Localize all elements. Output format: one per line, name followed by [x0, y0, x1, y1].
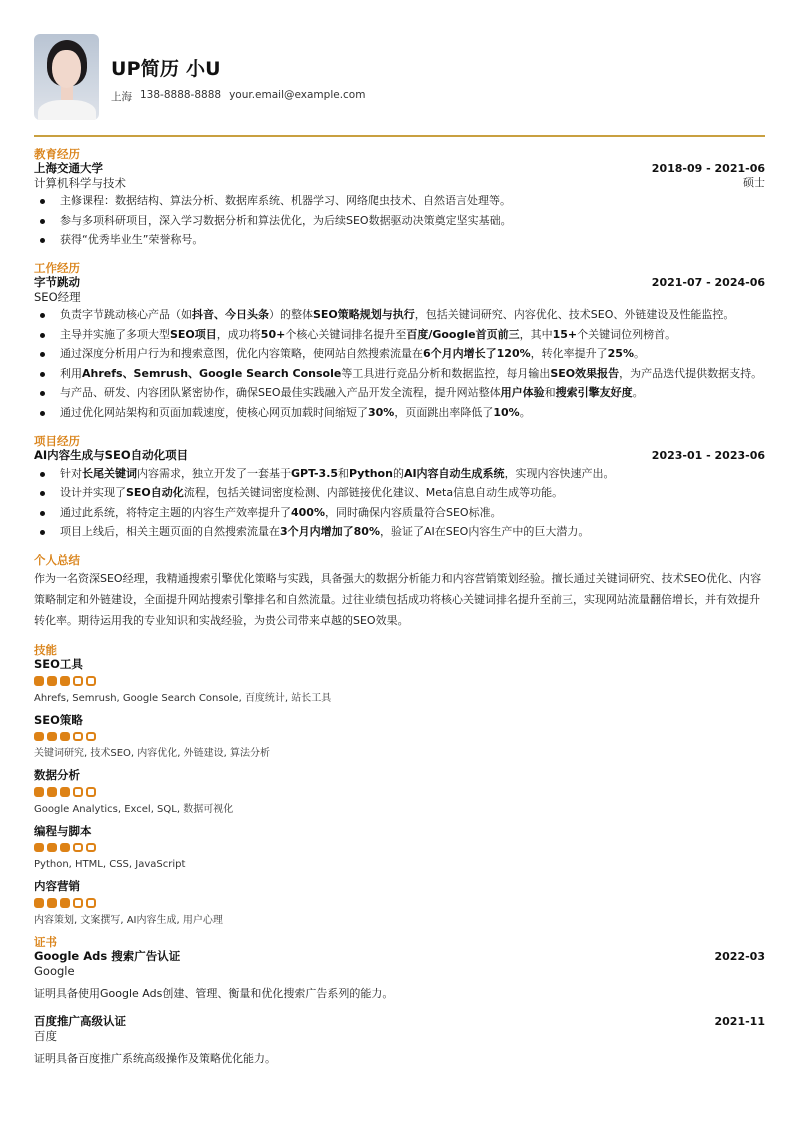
certificate-desc: 证明具备百度推广系统高级操作及策略优化能力。 [34, 1051, 276, 1065]
education-header-row [34, 161, 765, 176]
work-section [34, 261, 765, 420]
rating-dot-empty-icon [73, 732, 83, 742]
bullet-item: 主导并实施了多项大型SEO项目，成功将50+个核心关键词排名提升至百度/Google首页前三，其中15+个关键词位列榜首。 [34, 328, 765, 342]
skill-rating [34, 676, 765, 686]
certificate-name: Google Ads 搜索广告认证 [34, 948, 181, 963]
bullet-item: 通过此系统，将特定主题的内容生产效率提升了400%，同时确保内容质量符合SEO标准。 [34, 506, 765, 520]
skill-rating [34, 898, 765, 908]
certificate-issuer: 百度 [34, 1028, 57, 1043]
candidate-name: UP简历 小U [111, 58, 221, 80]
education-section [34, 147, 765, 247]
degree: 硕士 [743, 176, 765, 189]
rating-dot-filled-icon [34, 843, 44, 853]
skill-item [34, 768, 765, 816]
profile-photo [34, 34, 99, 120]
section-title-certificates: 证书 [34, 934, 57, 949]
contact-city: 上海 [111, 91, 132, 103]
certificate-issuer: Google [34, 963, 75, 978]
skill-rating [34, 732, 765, 742]
contact-phone: 138-8888-8888 [140, 89, 222, 101]
rating-dot-filled-icon [47, 732, 57, 742]
certificate-date: 2021-11 [714, 1014, 765, 1028]
certificate-name: 百度推广高级认证 [34, 1013, 126, 1028]
rating-dot-filled-icon [47, 787, 57, 797]
section-title-education: 教育经历 [34, 147, 80, 161]
rating-dot-filled-icon [47, 898, 57, 908]
skill-desc: Ahrefs, Semrush, Google Search Console, 百度统计, 站长工具 [34, 692, 332, 704]
header-info [111, 54, 365, 104]
rating-dot-filled-icon [60, 732, 70, 742]
skill-desc: 关键词研究, 技术SEO, 内容优化, 外链建设, 算法分析 [34, 748, 270, 759]
skill-desc: Python, HTML, CSS, JavaScript [34, 859, 186, 870]
photo-body [38, 100, 96, 120]
resume-header [34, 34, 365, 120]
skill-item [34, 824, 765, 872]
rating-dot-filled-icon [60, 843, 70, 853]
rating-dot-empty-icon [86, 732, 96, 742]
certificate-item [34, 949, 765, 1001]
contact-email: your.email@example.com [229, 89, 366, 101]
skill-name: SEO策略 [34, 712, 83, 727]
rating-dot-filled-icon [34, 732, 44, 742]
work-subrow [34, 290, 765, 304]
project-bullets [34, 467, 765, 540]
section-title-project: 项目经历 [34, 433, 80, 448]
work-header-row [34, 275, 765, 290]
project-section [34, 434, 765, 540]
certificate-desc: 证明具备使用Google Ads创建、管理、衡量和优化搜索广告系列的能力。 [34, 986, 394, 1000]
major: 计算机科学与技术 [34, 176, 126, 190]
rating-dot-empty-icon [73, 787, 83, 797]
work-bullets [34, 308, 765, 420]
rating-dot-filled-icon [34, 898, 44, 908]
skill-rating [34, 787, 765, 797]
rating-dot-empty-icon [86, 787, 96, 797]
rating-dot-filled-icon [47, 843, 57, 853]
certificates-section [34, 935, 765, 1066]
rating-dot-empty-icon [73, 676, 83, 686]
skill-rating [34, 843, 765, 853]
education-bullet: 获得“优秀毕业生”荣誉称号。 [34, 233, 765, 247]
section-title-summary: 个人总结 [34, 553, 80, 567]
skills-section [34, 643, 765, 927]
skill-item [34, 657, 765, 705]
bullet-item: 利用Ahrefs、Semrush、Google Search Console等工具进行竞品分析和数据监控，每月输出SEO效果报告，为产品迭代提供数据支持。 [34, 367, 765, 381]
skill-name: SEO工具 [34, 657, 83, 671]
rating-dot-filled-icon [60, 676, 70, 686]
project-header-row [34, 448, 765, 463]
bullet-item: 负责字节跳动核心产品（如抖音、今日头条）的整体SEO策略规划与执行，包括关键词研究、内容优化、技术SEO、外链建设及性能监控。 [34, 308, 765, 322]
bullet-item: 针对长尾关键词内容需求，独立开发了一套基于GPT-3.5和Python的AI内容自动生成系统，实现内容快速产出。 [34, 467, 765, 481]
education-bullet: 参与多项科研项目，深入学习数据分析和算法优化，为后续SEO数据驱动决策奠定坚实基础。 [34, 214, 765, 228]
contact-line [111, 89, 365, 104]
bullet-item: 设计并实现了SEO自动化流程，包括关键词密度检测、内部链接优化建议、Meta信息自动生成等功能。 [34, 486, 765, 500]
work-date: 2021-07 - 2024-06 [651, 276, 765, 289]
rating-dot-filled-icon [60, 787, 70, 797]
certificate-item [34, 1014, 765, 1066]
skill-name: 数据分析 [34, 768, 80, 782]
resume-content [34, 147, 765, 1079]
job-title: SEO经理 [34, 290, 81, 304]
rating-dot-empty-icon [73, 898, 83, 908]
project-name: AI内容生成与SEO自动化项目 [34, 447, 189, 462]
certificate-header-row [34, 949, 765, 964]
skill-desc: Google Analytics, Excel, SQL, 数据可视化 [34, 803, 234, 815]
skill-name: 编程与脚本 [34, 823, 92, 838]
project-date: 2023-01 - 2023-06 [651, 448, 765, 462]
skill-name: 内容营销 [34, 879, 80, 893]
rating-dot-empty-icon [86, 898, 96, 908]
section-title-work: 工作经历 [34, 261, 80, 275]
photo-face [52, 50, 81, 88]
rating-dot-filled-icon [34, 676, 44, 686]
education-bullets [34, 194, 765, 247]
education-bullet: 主修课程：数据结构、算法分析、数据库系统、机器学习、网络爬虫技术、自然语言处理等。 [34, 194, 765, 208]
rating-dot-filled-icon [47, 676, 57, 686]
education-date: 2018-09 - 2021-06 [651, 162, 765, 175]
rating-dot-empty-icon [86, 843, 96, 853]
rating-dot-filled-icon [60, 898, 70, 908]
education-subrow [34, 176, 765, 190]
company-name: 字节跳动 [34, 275, 80, 289]
bullet-item: 通过优化网站架构和页面加载速度，使核心网页加载时间缩短了30%，页面跳出率降低了10%。 [34, 406, 765, 420]
rating-dot-empty-icon [86, 676, 96, 686]
bullet-item: 项目上线后，相关主题页面的自然搜索流量在3个月内增加了80%，验证了AI在SEO内容生产中的巨大潜力。 [34, 525, 765, 539]
header-divider [34, 135, 765, 137]
bullet-item: 通过深度分析用户行为和搜索意图，优化内容策略，使网站自然搜索流量在6个月内增长了120%，转化率提升了25%。 [34, 347, 765, 361]
bullet-item: 与产品、研发、内容团队紧密协作，确保SEO最佳实践融入产品开发全流程，提升网站整体用户体验和搜索引擎友好度。 [34, 386, 765, 400]
school-name: 上海交通大学 [34, 161, 103, 175]
certificate-date: 2022-03 [714, 949, 765, 963]
skill-item [34, 713, 765, 761]
section-title-skills: 技能 [34, 643, 57, 657]
summary-text: 作为一名资深SEO经理，我精通搜索引擎优化策略与实践，具备强大的数据分析能力和内容营销策划经验。擅长通过关键词研究、技术SEO优化、内容策略制定和外链建设，全面提升网站搜索引擎排名和自然流量。过往业绩包括成功将核心关键词排名提升至前三，实现网站流量翻倍增长，并有效提升转化率。期待运用我的专业知识和实战经验，为贵公司带来卓越的SEO效果。 [34, 572, 762, 627]
certificate-header-row [34, 1014, 765, 1029]
rating-dot-filled-icon [34, 787, 44, 797]
summary-section [34, 553, 765, 631]
skill-item [34, 879, 765, 927]
skill-desc: 内容策划, 文案撰写, AI内容生成, 用户心理 [34, 914, 223, 926]
rating-dot-empty-icon [73, 843, 83, 853]
